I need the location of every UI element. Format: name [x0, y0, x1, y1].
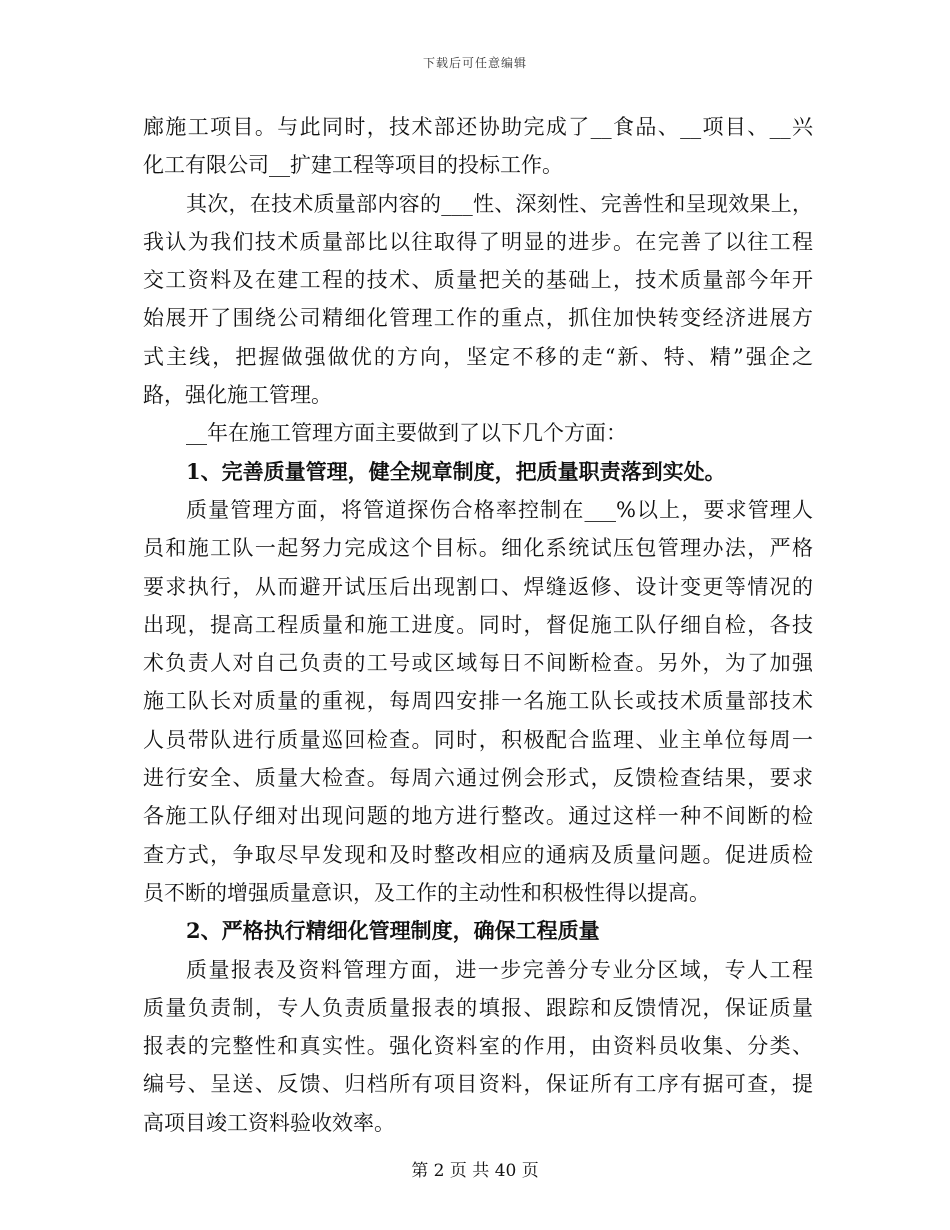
- text-line: 其次，在技术质量部内容的___性、深刻性、完善性和呈现效果上，: [186, 191, 813, 216]
- text-line: __年在施工管理方面主要做到了以下几个方面：: [186, 421, 627, 446]
- text-line: 报表的完整性和真实性。强化资料室的作用，由资料员收集、分类、: [143, 1034, 813, 1059]
- text-line: 员不断的增强质量意识，及工作的主动性和积极性得以提高。: [143, 880, 710, 905]
- text-line: 编号、呈送、反馈、归档所有项目资料，保证所有工序有据可查，提: [143, 1072, 813, 1097]
- heading-line: 1、完善质量管理，健全规章制度，把质量职责落到实处。: [186, 458, 726, 484]
- text-line: 质量负责制，专人负责质量报表的填报、跟踪和反馈情况，保证质量: [143, 995, 813, 1020]
- paragraph-quality-management: [143, 491, 813, 912]
- paragraph-continuation: [143, 108, 813, 185]
- text-line: 出现，提高工程质量和施工进度。同时，督促施工队仔细自检，各技: [143, 612, 813, 637]
- text-line: 要求执行，从而避开试压后出现割口、焊缝返修、设计变更等情况的: [143, 574, 813, 599]
- text-line: 进行安全、质量大检查。每周六通过例会形式，反馈检查结果，要求: [143, 766, 813, 791]
- text-line: 术负责人对自己负责的工号或区域每日不间断检查。另外，为了加强: [143, 651, 813, 676]
- section-heading-1: [143, 453, 813, 491]
- text-line: 化工有限公司__扩建工程等项目的投标工作。: [143, 153, 563, 178]
- paragraph-intro: [143, 414, 813, 452]
- page-header: 下载后可任意编辑: [422, 56, 527, 70]
- text-line: 各施工队仔细对出现问题的地方进行整改。通过这样一种不间断的检: [143, 804, 813, 829]
- paragraph-progress: [143, 185, 813, 415]
- section-heading-2: [143, 912, 813, 950]
- page-number-footer: 第 2 页 共 40 页: [411, 1161, 539, 1181]
- paragraph-report-management: [143, 951, 813, 1142]
- text-line: 式主线，把握做强做优的方向，坚定不移的走“新、特、精”强企之: [143, 344, 813, 369]
- text-line: 我认为我们技术质量部比以往取得了明显的进步。在完善了以往工程: [143, 229, 813, 254]
- heading-line: 2、严格执行精细化管理制度，确保工程质量: [186, 918, 600, 944]
- text-line: 质量报表及资料管理方面，进一步完善分专业分区域，专人工程: [186, 957, 813, 982]
- text-line: 廊施工项目。与此同时，技术部还协助完成了__食品、__项目、__兴: [143, 115, 813, 139]
- text-line: 人员带队进行质量巡回检查。同时，积极配合监理、业主单位每周一: [143, 727, 813, 752]
- text-line: 施工队长对质量的重视，每周四安排一名施工队长或技术质量部技术: [143, 689, 813, 714]
- text-line: 质量管理方面，将管道探伤合格率控制在___%以上，要求管理人: [186, 497, 813, 522]
- text-line: 员和施工队一起努力完成这个目标。细化系统试压包管理办法，严格: [143, 536, 813, 561]
- text-line: 高项目竣工资料验收效率。: [143, 1110, 395, 1135]
- text-line: 始展开了围绕公司精细化管理工作的重点，抓住加快转变经济进展方: [143, 306, 813, 331]
- text-line: 路，强化施工管理。: [143, 383, 332, 408]
- text-line: 查方式，争取尽早发现和及时整改相应的通病及质量问题。促进质检: [143, 842, 813, 867]
- document-body: [143, 108, 813, 1142]
- text-line: 交工资料及在建工程的技术、质量把关的基础上，技术质量部今年开: [143, 268, 813, 293]
